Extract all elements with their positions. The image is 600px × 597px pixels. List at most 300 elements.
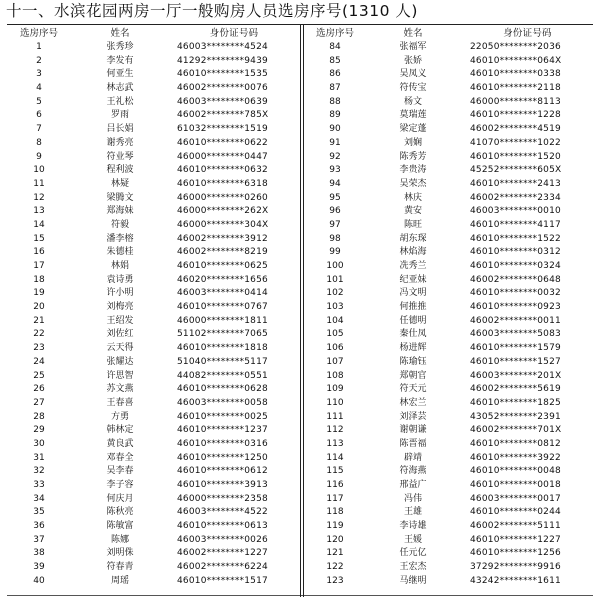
applicant-name: 杨进辉 [399,343,427,354]
row-number: 121 [326,548,344,559]
applicant-name: 苏文燕 [106,384,134,395]
row-number: 15 [33,233,45,244]
id-number: 46002********4519 [470,124,561,135]
row-number: 117 [326,493,344,504]
applicant-name: 吴李春 [106,466,134,477]
applicant-name: 辟靖 [403,452,422,463]
applicant-name: 陈秀芳 [399,151,427,162]
table-row [306,96,593,110]
table-row [306,192,593,206]
table-row [7,55,299,69]
row-number: 96 [329,206,341,217]
row-number: 118 [326,507,344,518]
header-id: 身份证号码 [503,28,552,39]
table-row [306,561,593,575]
table-row [7,287,299,301]
table-row [306,493,593,507]
table-row [7,561,299,575]
row-number: 88 [329,96,341,107]
id-number: 46010********0612 [177,466,268,477]
id-number: 46010********0244 [470,507,561,518]
row-number: 110 [326,397,344,408]
id-number: 46002********0648 [470,274,561,285]
applicant-name: 刘明侏 [106,548,134,559]
id-number: 46010********1256 [470,548,561,559]
table-row [7,246,299,260]
table-row [7,260,299,274]
applicant-name: 王雄 [403,507,422,518]
id-number: 46010********1825 [470,397,561,408]
id-number: 46003********5083 [470,329,561,340]
id-number: 46010********3913 [177,480,268,490]
table-row [306,233,593,247]
id-number: 46010********0622 [177,137,268,148]
applicant-name: 刘泽芸 [399,411,427,422]
row-number: 18 [33,274,45,285]
applicant-name: 周瑶 [110,575,129,586]
row-number: 19 [33,288,45,299]
applicant-name: 李诗雄 [399,521,427,532]
row-number: 36 [33,521,45,532]
table-row [306,342,593,356]
row-number: 122 [326,562,344,573]
row-number: 116 [326,480,344,490]
id-number: 46003********4522 [177,507,268,518]
applicant-name: 陈秋亮 [106,507,134,518]
row-number: 17 [33,261,45,271]
id-number: 51102********7065 [177,329,268,340]
row-number: 103 [326,302,344,313]
applicant-name: 任元亿 [399,548,427,559]
applicant-name: 陈敏富 [106,521,134,532]
row-number: 87 [329,83,341,94]
row-number: 11 [33,178,45,189]
id-number: 46010********1228 [470,110,561,121]
row-number: 39 [33,562,45,573]
applicant-name: 谢秀亮 [106,137,134,148]
row-number: 32 [33,466,45,477]
id-number: 22050********2036 [470,42,561,52]
id-number: 46010********0312 [470,247,561,258]
applicant-name: 邓春全 [106,452,134,463]
row-number: 13 [33,206,45,217]
id-number: 46002********701X [470,425,562,436]
table-row [306,328,593,342]
row-number: 114 [326,452,344,463]
applicant-name: 程利波 [106,165,134,176]
id-number: 46010********0812 [470,438,561,449]
applicant-name: 王礼松 [106,96,134,107]
row-number: 109 [326,384,344,395]
applicant-name: 黄良武 [106,438,134,449]
table-row [306,383,593,397]
table-row [306,397,593,411]
applicant-name: 林志武 [106,83,134,94]
table-row [7,506,299,520]
row-number: 89 [329,110,341,121]
id-number: 46003********0026 [177,534,268,545]
table-row [306,287,593,301]
id-number: 46002********785X [177,110,269,121]
applicant-name: 符毅 [110,219,129,230]
table-row [7,68,299,82]
applicant-name: 韩林定 [106,425,134,436]
applicant-name: 陈娜 [110,534,129,545]
id-number: 46010********0628 [177,384,268,395]
table-row [7,96,299,110]
row-number: 112 [326,425,344,436]
left-rows [7,41,299,589]
applicant-name: 梁腾文 [106,192,134,203]
table-row [306,123,593,137]
applicant-name: 方勇 [110,411,129,422]
table-row [306,68,593,82]
row-number: 115 [326,466,344,477]
id-number: 43052********2391 [470,411,561,422]
row-number: 8 [36,137,42,148]
id-number: 46003********0017 [470,493,561,504]
row-number: 92 [329,151,341,162]
table-row [7,219,299,233]
applicant-name: 张秀珍 [106,42,134,52]
row-number: 113 [326,438,344,449]
id-number: 46010********0625 [177,261,268,271]
applicant-name: 罗雨 [110,110,129,121]
row-number: 85 [329,55,341,66]
id-number: 46010********0032 [470,288,561,299]
row-number: 106 [326,343,344,354]
row-number: 91 [329,137,341,148]
id-number: 46000********2358 [177,493,268,504]
table-row [306,411,593,425]
applicant-name: 莫瑞莲 [399,110,427,121]
table-row [306,452,593,466]
row-number: 30 [33,438,45,449]
table-row [306,151,593,165]
table-row [7,301,299,315]
row-number: 34 [33,493,45,504]
table-row [7,41,299,55]
row-number: 28 [33,411,45,422]
table-row [7,383,299,397]
id-number: 46002********8219 [177,247,268,258]
id-number: 46010********0048 [470,466,561,477]
page-title: 十一、水滨花园两房一厅一般购房人员选房序号(1310 人) [6,2,418,20]
applicant-name: 郑海妹 [106,206,134,217]
applicant-name: 陈旺 [403,219,422,230]
id-number: 46010********1237 [177,425,268,436]
id-number: 46010********2118 [470,83,561,94]
row-number: 27 [33,397,45,408]
row-number: 22 [33,329,45,340]
row-number: 23 [33,343,45,354]
table-row [7,192,299,206]
applicant-name: 符海燕 [399,466,427,477]
table-row [7,397,299,411]
id-number: 46002********3912 [177,233,268,244]
table-row [306,137,593,151]
applicant-name: 冼秀兰 [399,261,427,271]
id-number: 46010********1250 [177,452,268,463]
applicant-name: 袁诗勇 [106,274,134,285]
table-row [306,219,593,233]
applicant-name: 陈瑜钰 [399,356,427,367]
applicant-name: 李发有 [106,55,134,66]
table-row [7,356,299,370]
applicant-name: 王绍发 [106,315,134,326]
applicant-name: 符春青 [106,562,134,573]
row-number: 5 [36,96,42,107]
row-number: 38 [33,548,45,559]
row-number: 35 [33,507,45,518]
applicant-name: 郑朝官 [399,370,427,381]
row-number: 26 [33,384,45,395]
applicant-name: 黄安 [403,206,422,217]
applicant-name: 林焰海 [399,247,427,258]
row-number: 40 [33,575,45,586]
row-number: 107 [326,356,344,367]
table-row [306,274,593,288]
applicant-name: 杨文 [403,96,422,107]
row-number: 33 [33,480,45,490]
table-row [7,520,299,534]
id-number: 46010********2413 [470,178,561,189]
applicant-name: 张耀达 [106,356,134,367]
id-number: 46002********5619 [470,384,561,395]
table-row [7,151,299,165]
id-number: 46010********0613 [177,521,268,532]
row-number: 6 [36,110,42,121]
applicant-name: 林庆 [403,192,422,203]
applicant-name: 朱德桂 [106,247,134,258]
row-number: 104 [326,315,344,326]
applicant-name: 吕长娟 [106,124,134,135]
applicant-name: 何亚生 [106,69,134,80]
id-number: 46000********304X [177,219,269,230]
id-number: 46003********0010 [470,206,561,217]
id-number: 46010********1527 [470,356,561,367]
table-row [306,260,593,274]
row-number: 95 [329,192,341,203]
applicant-name: 李贵涛 [399,165,427,176]
applicant-name: 刘佐红 [106,329,134,340]
table-header-left [7,26,299,41]
id-number: 46010********0338 [470,69,561,80]
applicant-name: 陈晋福 [399,438,427,449]
table-row [306,438,593,452]
id-number: 46010********6318 [177,178,268,189]
table-row [306,575,593,589]
row-number: 86 [329,69,341,80]
id-number: 46010********064X [470,55,562,66]
applicant-name: 王春喜 [106,397,134,408]
id-number: 46000********8113 [470,96,561,107]
applicant-name: 符业琴 [106,151,134,162]
id-number: 46010********3922 [470,452,561,463]
applicant-name: 王媛 [403,534,422,545]
applicant-name: 胡东琛 [399,233,427,244]
applicant-name: 吴荣杰 [399,178,427,189]
row-number: 9 [36,151,42,162]
row-number: 98 [329,233,341,244]
applicant-name: 张福军 [399,42,427,52]
id-number: 46010********1535 [177,69,268,80]
id-number: 46002********2334 [470,192,561,203]
table-row [306,520,593,534]
table-row [306,55,593,69]
column-divider [300,24,304,597]
table-row [306,109,593,123]
row-number: 4 [36,83,42,94]
row-number: 97 [329,219,341,230]
row-number: 119 [326,521,344,532]
applicant-name: 刘娴 [403,137,422,148]
id-number: 46000********0447 [177,151,268,162]
row-number: 120 [326,534,344,545]
applicant-name: 任德明 [399,315,427,326]
table-row [7,137,299,151]
table-row [306,465,593,479]
row-number: 111 [326,411,344,422]
row-number: 16 [33,247,45,258]
row-number: 29 [33,425,45,436]
table-row [7,342,299,356]
row-number: 94 [329,178,341,189]
applicant-name: 吴凤义 [399,69,427,80]
id-number: 46020********1656 [177,274,268,285]
applicant-name: 何庆月 [106,493,134,504]
row-number: 12 [33,192,45,203]
table-row [306,547,593,561]
row-number: 3 [36,69,42,80]
table-row [7,452,299,466]
applicant-name: 符传宝 [399,83,427,94]
table-row [306,506,593,520]
id-number: 46003********4524 [177,42,268,52]
table-row [306,370,593,384]
id-number: 46010********0324 [470,261,561,271]
applicant-name: 梁定蓬 [399,124,427,135]
row-number: 2 [36,55,42,66]
applicant-name: 潘李榕 [106,233,134,244]
row-number: 1 [36,42,42,52]
id-number: 46010********0025 [177,411,268,422]
row-number: 21 [33,315,45,326]
id-number: 46010********0316 [177,438,268,449]
id-number: 46010********1522 [470,233,561,244]
id-number: 46000********262X [177,206,269,217]
row-number: 7 [36,124,42,135]
table-row [7,493,299,507]
id-number: 46010********0632 [177,165,268,176]
table-row [7,328,299,342]
id-number: 46003********0639 [177,96,268,107]
applicant-name: 张娇 [403,55,422,66]
table-row [7,205,299,219]
applicant-name: 纪亚妹 [399,274,427,285]
id-number: 41292********9439 [177,55,268,66]
applicant-name: 林娟 [110,261,129,271]
applicant-name: 许思智 [106,370,134,381]
row-number: 108 [326,370,344,381]
row-number: 25 [33,370,45,381]
applicant-name: 林疑 [110,178,129,189]
applicant-name: 王宏杰 [399,562,427,573]
applicant-name: 符天元 [399,384,427,395]
table-row [7,109,299,123]
table-row [306,82,593,96]
row-number: 24 [33,356,45,367]
row-number: 37 [33,534,45,545]
id-number: 46000********1811 [177,315,268,326]
row-number: 20 [33,302,45,313]
id-number: 37292********9916 [470,562,561,573]
applicant-name: 许小明 [106,288,134,299]
table-row [7,534,299,548]
id-number: 43242********1611 [470,575,561,586]
id-number: 46010********1579 [470,343,561,354]
id-number: 51040********5117 [177,356,268,367]
id-number: 46003********0414 [177,288,268,299]
id-number: 46002********0011 [470,315,561,326]
table-row [7,164,299,178]
right-rows [306,41,593,589]
table-row [306,356,593,370]
id-number: 44082********0551 [177,370,268,381]
applicant-name: 何推推 [399,302,427,313]
id-number: 46010********1520 [470,151,561,162]
table-row [7,411,299,425]
header-no: 选房序号 [19,28,58,39]
applicant-name: 冯文明 [399,288,427,299]
id-number: 46000********0260 [177,192,268,203]
row-number: 100 [326,261,344,271]
id-number: 46010********1227 [470,534,561,545]
table-row [306,424,593,438]
table-row [306,301,593,315]
table-row [7,233,299,247]
header-no: 选房序号 [315,28,354,39]
row-number: 31 [33,452,45,463]
table-row [7,178,299,192]
applicant-name: 冯伟 [403,493,422,504]
row-number: 101 [326,274,344,285]
table-row [7,465,299,479]
table-row [7,123,299,137]
id-number: 46010********4117 [470,219,561,230]
id-number: 46010********0018 [470,480,561,490]
table-row [306,164,593,178]
id-number: 46010********1818 [177,343,268,354]
header-name: 姓名 [110,28,130,39]
applicant-name: 林宏兰 [399,397,427,408]
id-number: 46003********0058 [177,397,268,408]
table-row [306,246,593,260]
table-row [306,534,593,548]
row-number: 102 [326,288,344,299]
header-id: 身份证号码 [209,28,259,39]
applicant-name: 云天得 [106,343,134,354]
id-number: 41070********1022 [470,137,561,148]
id-number: 46010********1517 [177,575,268,586]
table-row [7,547,299,561]
row-number: 14 [33,219,45,230]
row-number: 123 [326,575,344,586]
table-row [306,178,593,192]
right-column [306,26,593,589]
table-row [7,82,299,96]
table-row [7,274,299,288]
